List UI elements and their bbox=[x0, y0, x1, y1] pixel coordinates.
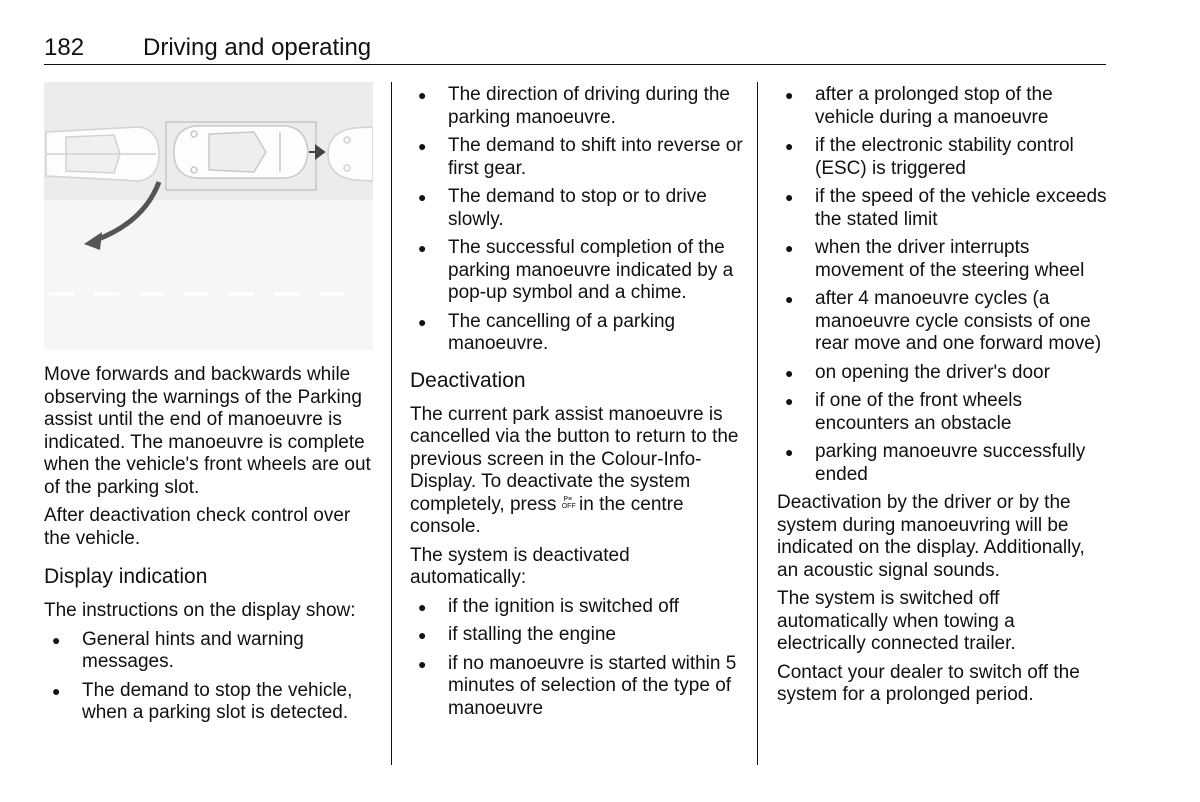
section-title: Driving and operating bbox=[143, 34, 372, 61]
bullet-icon: ● bbox=[418, 138, 427, 154]
paragraph: Contact your dealer to switch off the system for a prolonged period. bbox=[777, 661, 1080, 705]
bullet-icon: ● bbox=[418, 598, 427, 615]
bullet-icon: ● bbox=[52, 631, 61, 648]
paragraph: Move forwards and backwards while observing the warnings of the Parking assist until the end of manoeuvre is indicated. The manoeuvre is complete when the vehicle's front wheels are out of the parking slot. bbox=[44, 364, 371, 498]
bullet-icon: ● bbox=[52, 682, 61, 699]
column-2 bbox=[410, 84, 746, 726]
list-item: ● The cancelling of a parking manoeuvre. bbox=[418, 310, 676, 354]
parked-car-left bbox=[46, 127, 159, 181]
bullet-icon: ● bbox=[785, 138, 794, 154]
list-item: ● if the ignition is switched off bbox=[418, 595, 679, 617]
paragraph: The current park assist manoeuvre is cancelled via the button to return to the previous screen in the Colour-Info-Display. To deactivate the system completely, press P≡ OFF in the centre console. bbox=[410, 403, 739, 537]
list-item: ● if stalling the engine bbox=[418, 624, 616, 645]
bullet-icon: ● bbox=[418, 627, 427, 643]
bullet-icon: ● bbox=[418, 313, 427, 330]
paragraph: The instructions on the display show: bbox=[44, 600, 356, 621]
column-divider-2 bbox=[757, 82, 758, 765]
list-item: ● if the electronic stability control (ESC) is triggered bbox=[785, 135, 1074, 179]
list-item: ● The demand to stop or to drive slowly. bbox=[418, 186, 707, 230]
bullet-icon: ● bbox=[785, 444, 794, 460]
paragraph: Deactivation by the driver or by the system during manoeuvring will be indicated on the display. Additionally, an acoustic signal sounds. bbox=[777, 492, 1085, 581]
bullet-icon: ● bbox=[418, 189, 427, 205]
list-item: ● if the speed of the vehicle exceeds the stated limit bbox=[785, 186, 1107, 230]
column-divider-1 bbox=[391, 82, 392, 765]
column-3 bbox=[777, 84, 1107, 713]
column-1 bbox=[44, 364, 376, 731]
bullet-icon: ● bbox=[785, 189, 794, 205]
park-assist-button-icon: P≡ OFF bbox=[561, 495, 576, 510]
heading-display-indication: Display indication bbox=[44, 565, 208, 588]
heading-deactivation: Deactivation bbox=[410, 368, 526, 392]
list-item: ● parking manoeuvre successfully ended bbox=[785, 441, 1086, 485]
paragraph: The system is switched off automatically when towing a electrically connected trailer. bbox=[777, 588, 1016, 654]
page-number: 182 bbox=[44, 34, 85, 61]
bullet-icon: ● bbox=[785, 364, 794, 381]
bullet-icon: ● bbox=[785, 87, 794, 103]
bullet-list bbox=[410, 84, 746, 356]
list-item: ● when the driver interrupts movement of the steering wheel bbox=[785, 237, 1085, 281]
bullet-icon: ● bbox=[785, 393, 794, 409]
parking-illustration bbox=[44, 82, 373, 350]
bullet-icon: ● bbox=[785, 291, 794, 307]
parking-car bbox=[174, 126, 308, 178]
bullet-list bbox=[777, 84, 1107, 486]
list-item: ● if one of the front wheels encounters an obstacle bbox=[785, 390, 1023, 434]
list-item: ● if no manoeuvre is started within 5 minutes of selection of the type of manoeuvre bbox=[418, 652, 737, 719]
list-item: ● The successful completion of the parking manoeuvre indicated by a pop-up symbol and a chime. bbox=[418, 237, 734, 303]
bullet-icon: ● bbox=[785, 240, 794, 256]
page-header bbox=[44, 34, 1106, 64]
header-rule bbox=[44, 64, 1106, 65]
list-item: ● after a prolonged stop of the vehicle during a manoeuvre bbox=[785, 84, 1053, 128]
list-item: ● The demand to shift into reverse or first gear. bbox=[418, 135, 743, 179]
list-item: ● The demand to stop the vehicle, when a parking slot is detected. bbox=[52, 679, 353, 723]
list-item: ● after 4 manoeuvre cycles (a manoeuvre cycle consists of one rear move and one forward move) bbox=[785, 288, 1102, 354]
list-item: ● on opening the driver's door bbox=[785, 361, 1050, 383]
bullet-list bbox=[44, 629, 376, 725]
paragraph: The system is deactivated automatically: bbox=[410, 544, 630, 588]
paragraph: After deactivation check control over the vehicle. bbox=[44, 505, 351, 549]
list-item: ● General hints and warning messages. bbox=[52, 628, 304, 672]
list-item: ● The direction of driving during the parking manoeuvre. bbox=[418, 84, 730, 128]
bullet-list bbox=[410, 596, 746, 721]
bullet-icon: ● bbox=[418, 655, 427, 672]
bullet-icon: ● bbox=[418, 240, 427, 256]
bullet-icon: ● bbox=[418, 87, 427, 103]
